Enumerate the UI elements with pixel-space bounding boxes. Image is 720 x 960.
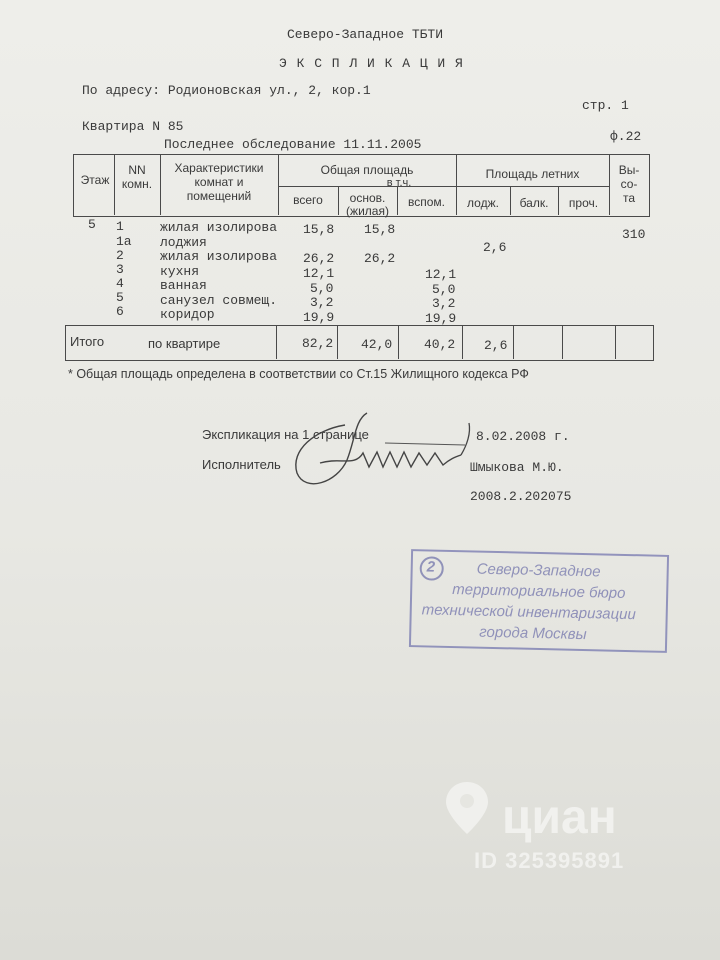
stamp-number: 2	[426, 558, 436, 576]
col-height: Вы- со- та	[618, 163, 640, 205]
stamp-line-1: Северо-Западное	[476, 560, 601, 581]
col-balcony: балк.	[519, 196, 549, 210]
col-area-all: всего	[293, 193, 323, 207]
stamp-line-2: территориальное бюро	[452, 581, 626, 602]
org-name: Северо-Западное ТБТИ	[287, 27, 444, 42]
executor-signature	[285, 405, 485, 495]
explication-table-header	[73, 154, 650, 217]
col-area-aux: вспом.	[408, 195, 445, 209]
bti-stamp	[409, 549, 669, 653]
document-page: Северо-Западное ТБТИ Э К С П Л И К А Ц И Я По адресу: Родионовская ул., 2, кор.1 стр. 1 Квартира N 85 Последнее обследование 11.11.2005 ф.22 Этаж NN комн. Характеристики комнат и помещений Общая площадь в т.ч. всего основ. (жилая) вспом. Площадь летних лодж. балк. проч. Вы- со- та 5 310 1 жилая изолирова 15,8 15,8 1а лоджия 2,6 2 жилая изолирова 26,2 26,2 3 кухня 12,1 12,1 4 ванная 5,0 5,0 5 санузел совмещ. 3,2 3,2 6 коридор 19,9 19,9 Итого по квартире 82,2 42,0 40,2 2,6 * Общая площадь определена в соответствии со Ст.15 Жилищного кодекса РФ Экспликация на 1 странице 8.02.2008 г. Исполнитель Шмыкова М.Ю. 2008.2.202075 2 Северо-Западное территориальное бюро технической инвентаризации города Москвы циан ID 325395891	[0, 0, 720, 960]
executor-name: Шмыкова М.Ю.	[470, 460, 564, 475]
col-other: проч.	[568, 196, 599, 210]
col-total-area: Общая площадь	[320, 163, 414, 177]
stamp-line-4: города Москвы	[479, 623, 587, 644]
document-number: 2008.2.202075	[470, 489, 572, 504]
col-characteristics: Характеристики комнат и помещений	[174, 161, 264, 203]
total-aux: 40,2	[424, 337, 456, 352]
col-nn: NN комн.	[121, 163, 153, 191]
stamp-line-3: технической инвентаризации	[421, 601, 637, 624]
executor-label: Исполнитель	[202, 457, 281, 472]
explication-pages-line: Экспликация на 1 странице	[202, 427, 369, 442]
total-sublabel: по квартире	[148, 336, 221, 351]
last-survey: Последнее обследование 11.11.2005	[164, 137, 422, 152]
col-area-main: основ. (жилая)	[346, 191, 389, 218]
listing-id: ID 325395891	[474, 848, 625, 873]
page-number: стр. 1	[582, 98, 629, 113]
col-floor: Этаж	[80, 173, 110, 187]
total-main: 42,0	[361, 337, 393, 352]
col-incl: в т.ч.	[386, 177, 412, 189]
col-summer-area: Площадь летних	[485, 167, 580, 181]
cian-brand: циан	[502, 791, 617, 844]
col-loggia: лодж.	[467, 196, 499, 210]
apartment-number: Квартира N 85	[82, 119, 184, 134]
total-all: 82,2	[302, 336, 334, 351]
cian-logo-icon	[437, 779, 497, 843]
total-label: Итого	[70, 334, 105, 349]
address-line: По адресу: Родионовская ул., 2, кор.1	[82, 83, 371, 98]
total-loggia: 2,6	[484, 338, 508, 353]
height-value: 310	[622, 227, 646, 242]
footnote: * Общая площадь определена в соответствии со Ст.15 Жилищного кодекса РФ	[68, 367, 529, 381]
document-title: Э К С П Л И К А Ц И Я	[279, 56, 464, 71]
floor-value: 5	[88, 217, 96, 232]
signoff-date: 8.02.2008 г.	[476, 429, 570, 444]
form-number: ф.22	[610, 129, 642, 144]
total-row	[65, 325, 654, 361]
